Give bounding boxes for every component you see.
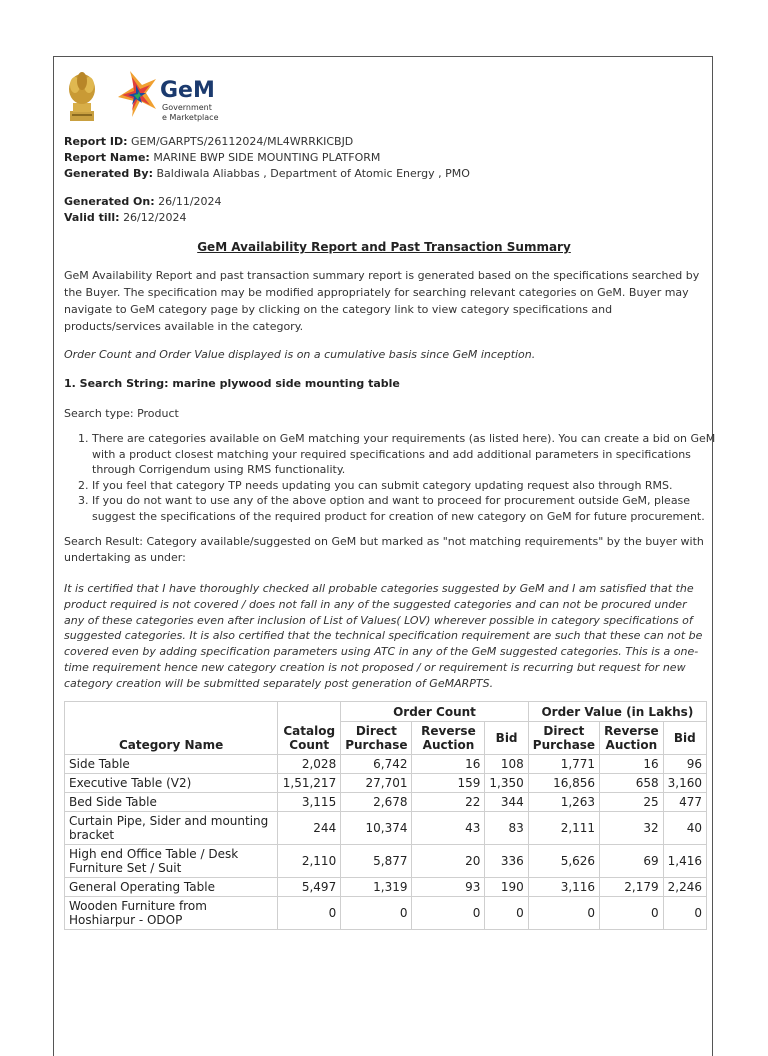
valid-till: 26/12/2024 — [123, 211, 187, 224]
category-link[interactable]: Wooden Furniture from Hoshiarpur - ODOP — [65, 897, 278, 930]
category-link[interactable]: High end Office Table / Desk Furniture Set / Suit — [65, 845, 278, 878]
oc-direct: 27,701 — [341, 774, 412, 793]
table-row — [65, 878, 707, 897]
catalog-count: 3,115 — [278, 793, 341, 812]
category-table-body — [65, 755, 707, 930]
ov-direct: 2,111 — [528, 812, 599, 845]
search-result: Search Result: Category available/suggested on GeM but marked as "not matching requirements" by the buyer with undertaking as under: — [64, 535, 704, 564]
ov-direct: 1,263 — [528, 793, 599, 812]
ov-bid: 2,246 — [663, 878, 706, 897]
category-link[interactable]: Bed Side Table — [65, 793, 278, 812]
ov-reverse: 25 — [600, 793, 664, 812]
gem-logo-text: GeM — [160, 78, 215, 103]
catalog-count: 2,028 — [278, 755, 341, 774]
valid-till-label: Valid till: — [64, 211, 120, 224]
oc-direct: 1,319 — [341, 878, 412, 897]
ov-bid: 0 — [663, 897, 706, 930]
header-catalog-count: Catalog Count — [278, 702, 341, 755]
catalog-count: 0 — [278, 897, 341, 930]
ov-bid: 477 — [663, 793, 706, 812]
catalog-count: 5,497 — [278, 878, 341, 897]
ov-bid: 1,416 — [663, 845, 706, 878]
header-order-count: Order Count — [341, 702, 529, 722]
generated-by-label: Generated By: — [64, 167, 154, 180]
oc-bid: 108 — [485, 755, 528, 774]
report-name-row — [64, 150, 470, 166]
oc-reverse: 0 — [412, 897, 485, 930]
table-row — [65, 793, 707, 812]
ov-bid: 96 — [663, 755, 706, 774]
report-id-row — [64, 134, 470, 150]
oc-bid: 336 — [485, 845, 528, 878]
catalog-count: 2,110 — [278, 845, 341, 878]
header-ov-reverse: Reverse Auction — [600, 722, 664, 755]
valid-till-row — [64, 210, 470, 226]
table-row — [65, 774, 707, 793]
gem-logo-sub1: Government — [162, 103, 212, 112]
oc-direct: 6,742 — [341, 755, 412, 774]
generated-on: 26/11/2024 — [158, 195, 222, 208]
national-emblem-icon — [64, 67, 100, 123]
oc-reverse: 93 — [412, 878, 485, 897]
oc-bid: 190 — [485, 878, 528, 897]
oc-direct: 0 — [341, 897, 412, 930]
oc-direct: 5,877 — [341, 845, 412, 878]
oc-reverse: 22 — [412, 793, 485, 812]
category-link[interactable]: Executive Table (V2) — [65, 774, 278, 793]
header-order-value: Order Value (in Lakhs) — [528, 702, 706, 722]
intro-paragraph: GeM Availability Report and past transaction summary report is generated based on the specifications searched by the Buyer. The specification may be modified appropriately for searching relevant categories on GeM. Buyer may navigate to GeM category page by clicking on the category link to view category specifications and products/services available in the category. — [64, 269, 700, 333]
report-name-label: Report Name: — [64, 151, 150, 164]
ov-reverse: 2,179 — [600, 878, 664, 897]
oc-bid: 1,350 — [485, 774, 528, 793]
oc-reverse: 20 — [412, 845, 485, 878]
generated-on-row — [64, 194, 470, 210]
oc-reverse: 16 — [412, 755, 485, 774]
report-title: GeM Availability Report and Past Transaction Summary — [197, 240, 571, 254]
oc-bid: 344 — [485, 793, 528, 812]
ov-direct: 1,771 — [528, 755, 599, 774]
header-oc-reverse: Reverse Auction — [412, 722, 485, 755]
gem-logo-sub2: e Marketplace — [162, 113, 219, 122]
ov-direct: 16,856 — [528, 774, 599, 793]
catalog-count: 1,51,217 — [278, 774, 341, 793]
table-row — [65, 897, 707, 930]
option-item: 2. If you feel that category TP needs updating you can submit category updating request also through RMS. — [92, 478, 722, 494]
gem-logo-icon — [112, 65, 232, 127]
table-row — [65, 845, 707, 878]
generated-on-label: Generated On: — [64, 195, 155, 208]
generated-by: Baldiwala Aliabbas , Department of Atomic Energy , PMO — [156, 167, 470, 180]
ov-bid: 3,160 — [663, 774, 706, 793]
option-item: 3. If you do not want to use any of the above option and want to proceed for procurement outside GeM, please suggest the specifications of the required product for creation of new category on GeM for future procurement. — [92, 493, 722, 524]
oc-bid: 83 — [485, 812, 528, 845]
oc-reverse: 159 — [412, 774, 485, 793]
table-row — [65, 755, 707, 774]
oc-bid: 0 — [485, 897, 528, 930]
report-page — [53, 56, 716, 1056]
search-type: Search type: Product — [64, 407, 179, 420]
header-ov-direct: Direct Purchase — [528, 722, 599, 755]
certification-text: It is certified that I have thoroughly checked all probable categories suggested by GeM and I am satisfied that the product required is not covered / does not fall in any of the suggested categories and can not be procured under any of these categories even after inclusion of List of Values( LOV) wherever possible in category specifications of suggested categories. It is also certified that the technical specification requirement are such that these can not be covered even by adding specification parameters using ATC in any of the GeM suggested categories. This is a one-time requirement hence new category creation is not proposed / or requirement is recurring but request for new category creation will be submitted separately post generation of GeMARPTS. — [64, 582, 703, 690]
category-link[interactable]: Side Table — [65, 755, 278, 774]
generated-by-row — [64, 166, 470, 182]
ov-direct: 0 — [528, 897, 599, 930]
ov-direct: 5,626 — [528, 845, 599, 878]
report-name: MARINE BWP SIDE MOUNTING PLATFORM — [153, 151, 381, 164]
ov-reverse: 16 — [600, 755, 664, 774]
report-id: GEM/GARPTS/26112024/ML4WRRKICBJD — [131, 135, 354, 148]
ov-direct: 3,116 — [528, 878, 599, 897]
oc-reverse: 43 — [412, 812, 485, 845]
header-category-name: Category Name — [65, 702, 278, 755]
ov-bid: 40 — [663, 812, 706, 845]
report-meta — [64, 134, 470, 226]
oc-direct: 10,374 — [341, 812, 412, 845]
oc-direct: 2,678 — [341, 793, 412, 812]
catalog-count: 244 — [278, 812, 341, 845]
cumulative-note: Order Count and Order Value displayed is on a cumulative basis since GeM inception. — [64, 348, 536, 361]
table-row — [65, 812, 707, 845]
header-oc-direct: Direct Purchase — [341, 722, 412, 755]
ov-reverse: 32 — [600, 812, 664, 845]
category-table — [64, 701, 707, 930]
header-oc-bid: Bid — [485, 722, 528, 755]
category-link[interactable]: General Operating Table — [65, 878, 278, 897]
category-link[interactable]: Curtain Pipe, Sider and mounting bracket — [65, 812, 278, 845]
option-item: 1. There are categories available on GeM matching your requirements (as listed here). You can create a bid on GeM with a product closest matching your required specifications and add additional parameters in specifications through Corrigendum using RMS functionality. — [92, 431, 722, 478]
ov-reverse: 69 — [600, 845, 664, 878]
options-list — [64, 431, 722, 524]
search-string: 1. Search String: marine plywood side mounting table — [64, 377, 400, 390]
ov-reverse: 0 — [600, 897, 664, 930]
header-ov-bid: Bid — [663, 722, 706, 755]
report-id-label: Report ID: — [64, 135, 128, 148]
ov-reverse: 658 — [600, 774, 664, 793]
